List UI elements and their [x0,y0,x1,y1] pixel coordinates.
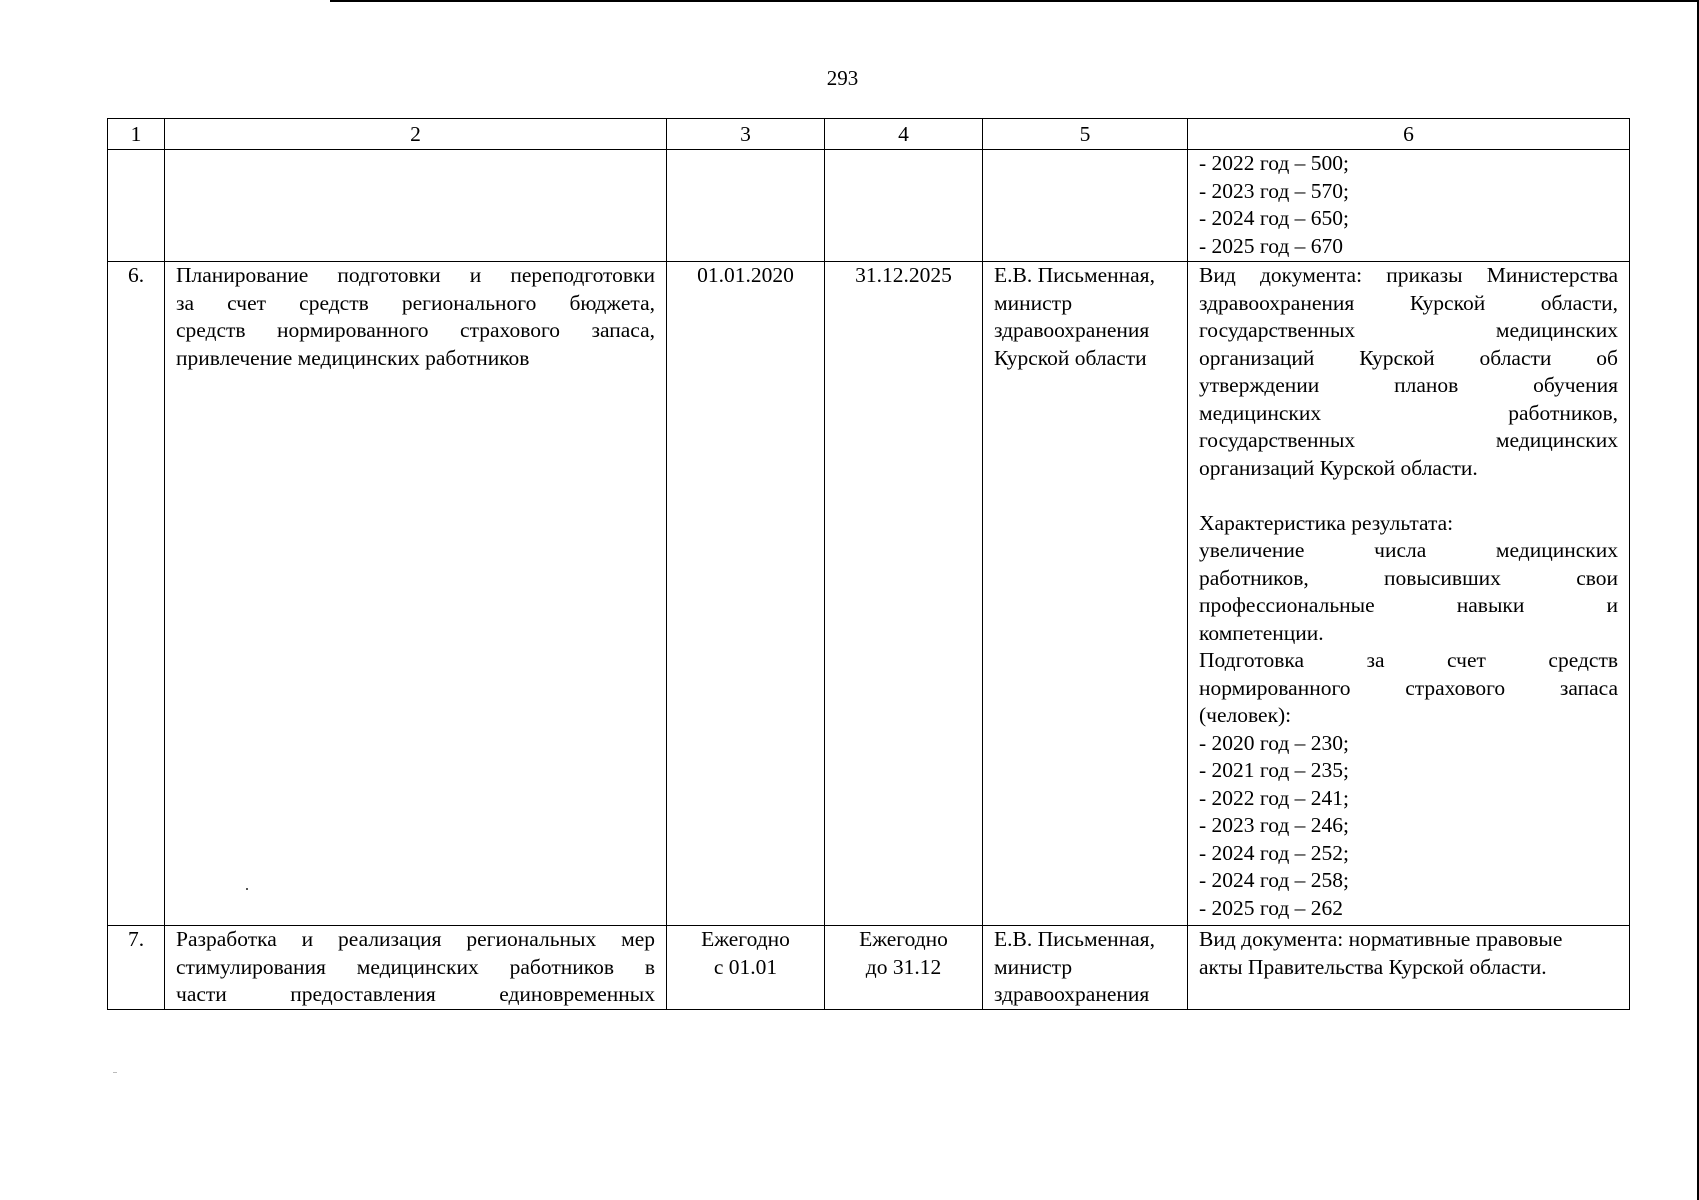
result-line: компетенции. [1199,620,1324,645]
target-year-line: - 2023 год – 570; [1199,178,1349,203]
target-year-line: - 2025 год – 670 [1199,233,1344,258]
cell-responsible [983,926,1188,1010]
scan-edge-top [330,0,1699,2]
target-year-line: - 2022 год – 500; [1199,151,1349,175]
cell-target-values [1188,150,1630,262]
table-row-7 [108,926,1630,1010]
document-type-line: акты Правительства Курской области. [1199,954,1547,979]
result-line: увеличение числа медицинских [1199,538,1618,562]
document-type-line: государственных медицинских [1199,428,1618,452]
document-type-line: утверждении планов обучения [1199,373,1618,397]
cell-activity [165,926,667,1010]
result-line: работников, повысивших свои [1199,565,1618,590]
start-line: с 01.01 [713,954,778,979]
cell-start-date [667,926,825,1010]
training-line: нормированного страхового запаса [1199,675,1618,700]
activity-line: за счет средств регионального бюджета, [176,290,655,315]
cell-result [1188,262,1630,926]
activity-line: Планирование подготовки и переподготовки [176,263,655,287]
cell-end-date: 31.12.2025 [825,262,983,926]
column-header-6: 6 [1188,119,1630,150]
column-header-2: 2 [165,119,667,150]
training-year-line: - 2022 год – 241; [1199,785,1349,810]
cell-start-date: 01.01.2020 [667,262,825,926]
cell-empty [983,150,1188,262]
responsible-line: Курской области [994,345,1147,370]
responsible-line: Е.В. Письменная, [994,263,1155,287]
cell-activity [165,262,667,926]
training-year-line: - 2021 год – 235; [1199,758,1349,782]
training-year-line: - 2025 год – 262 [1199,895,1344,920]
training-year-line: - 2024 год – 258; [1199,868,1349,892]
training-line: Подготовка за счет средств [1199,648,1618,672]
cell-responsible [983,262,1188,926]
table-row-continuation [108,150,1630,262]
document-type-line: Вид документа: приказы Министерства [1199,263,1618,287]
training-line: (человек): [1199,703,1292,727]
responsible-line: министр [994,954,1073,979]
activity-line: Разработка и реализация региональных мер [176,927,655,951]
document-type-line: здравоохранения Курской области, [1199,290,1618,315]
responsible-line: здравоохранения [994,982,1150,1006]
result-heading: Характеристика результата: [1199,510,1454,535]
cell-empty [825,150,983,262]
row-number: 6. [108,262,165,926]
page-number: 293 [826,66,859,90]
activity-line: средств нормированного страхового запаса, [176,318,655,342]
activity-line: стимулирования медицинских работников в [176,954,655,979]
header-row [108,119,1630,150]
result-line: профессиональные навыки и [1199,593,1618,617]
document-type-line: государственных медицинских [1199,318,1618,342]
responsible-line: здравоохранения [994,318,1150,342]
column-header-4: 4 [825,119,983,150]
end-line: до 31.12 [865,954,942,979]
program-table [107,118,1630,1010]
column-header-3: 3 [667,119,825,150]
responsible-line: Е.В. Письменная, [994,927,1155,951]
document-type-line: организаций Курской области об [1199,345,1618,370]
cell-empty [165,150,667,262]
table-row-6 [108,262,1630,926]
training-year-line: - 2024 год – 252; [1199,840,1349,865]
scan-speck [246,888,248,890]
responsible-line: министр [994,290,1073,315]
start-line: Ежегодно [701,927,790,951]
cell-empty [667,150,825,262]
activity-line: части предоставления единовременных [176,982,655,1006]
row-number: 7. [108,926,165,1010]
target-year-line: - 2024 год – 650; [1199,206,1349,230]
document-type-line: организаций Курской области. [1199,455,1478,480]
cell-end-date [825,926,983,1010]
training-year-line: - 2020 год – 230; [1199,730,1349,755]
column-header-1: 1 [108,119,165,150]
cell-result [1188,926,1630,1010]
training-year-line: - 2023 год – 246; [1199,813,1349,837]
end-line: Ежегодно [859,927,948,951]
document-type-line: Вид документа: нормативные правовые [1199,927,1563,951]
activity-line: привлечение медицинских работников [176,345,530,370]
cell-empty [108,150,165,262]
column-header-5: 5 [983,119,1188,150]
scan-speck [113,1072,117,1073]
document-type-line: медицинских работников, [1199,400,1618,425]
